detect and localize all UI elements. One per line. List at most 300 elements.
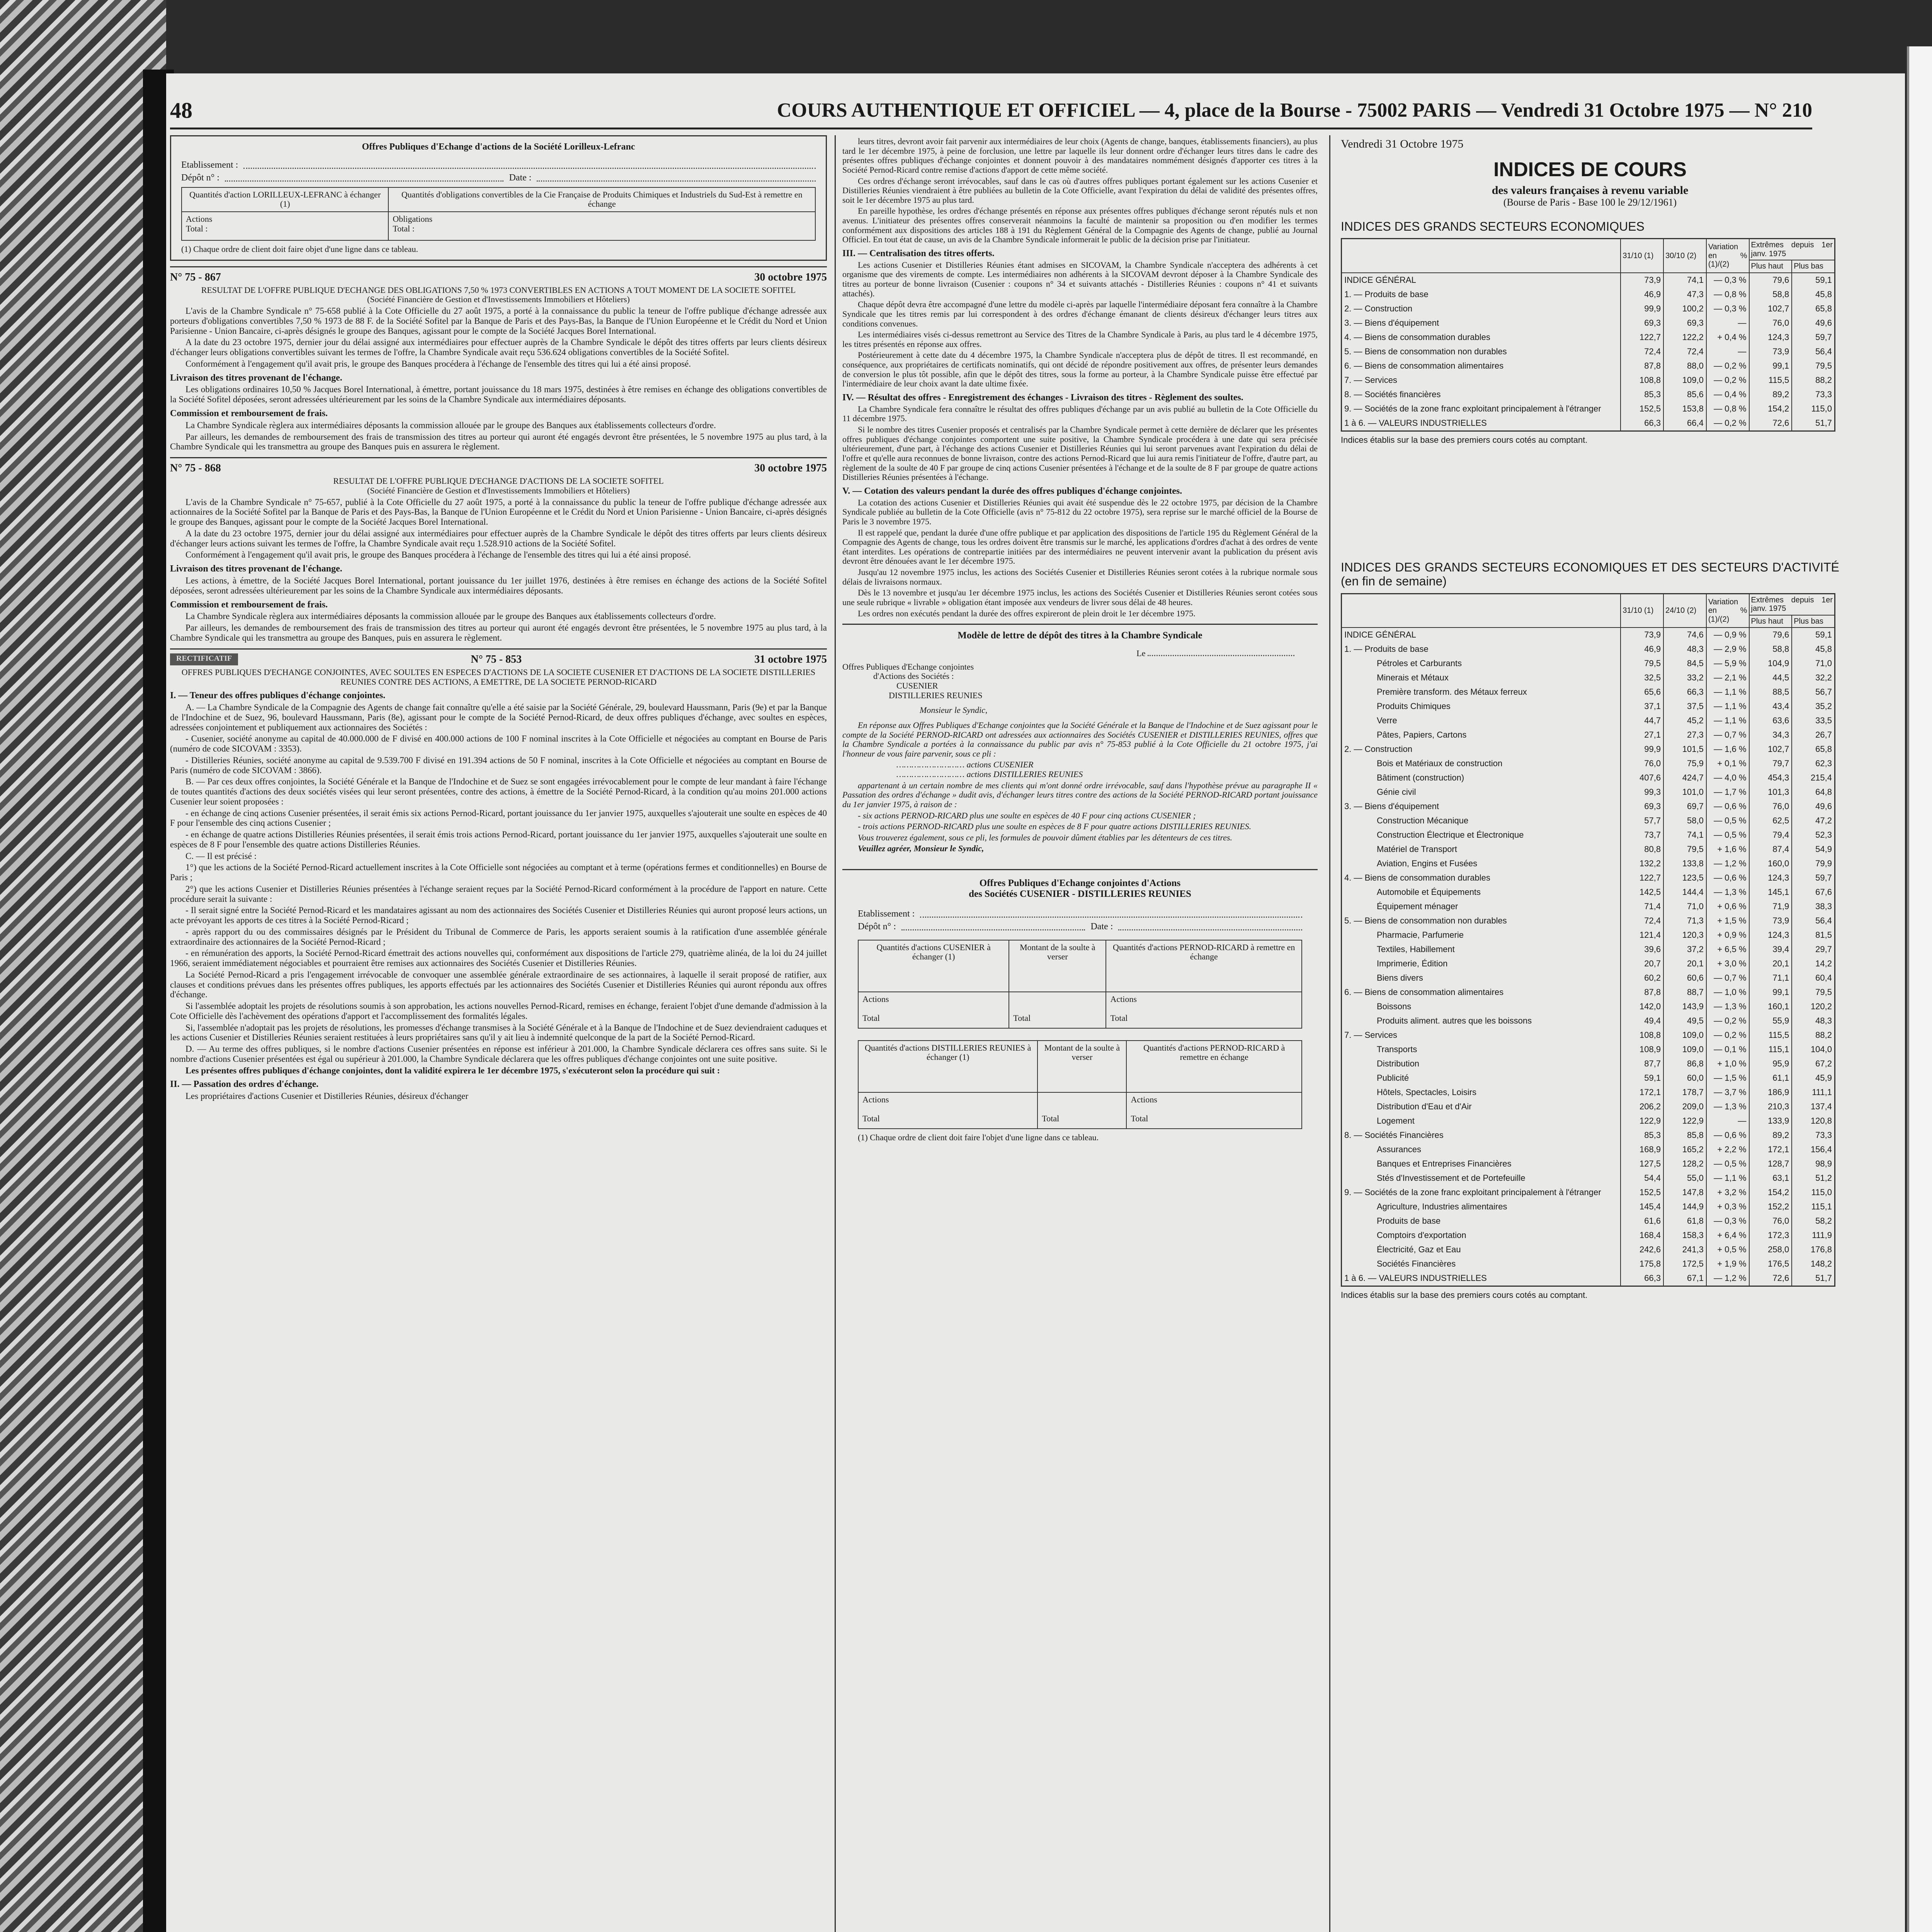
- subheading: III. — Centralisation des titres offerts.: [842, 248, 995, 259]
- variation: + 1,0 %: [1706, 1057, 1749, 1071]
- actions-label: Actions: [186, 214, 213, 224]
- letter-ref-2: d'Actions des Sociétés :: [873, 671, 954, 681]
- variation: + 0,1 %: [1706, 757, 1749, 771]
- row-label: Imprimerie, Édition: [1377, 959, 1448, 969]
- row-label: Biens divers: [1377, 973, 1423, 983]
- high: 79,7: [1749, 757, 1792, 771]
- value-previous: 37,5: [1663, 699, 1706, 714]
- table-row: [1342, 771, 1835, 785]
- col-head: Plus haut: [1749, 260, 1792, 272]
- variation: — 0,8 %: [1706, 287, 1749, 302]
- value-current: 168,4: [1621, 1228, 1663, 1243]
- variation: — 0,3 %: [1706, 302, 1749, 316]
- high: 88,5: [1749, 685, 1792, 699]
- high: 63,6: [1749, 714, 1792, 728]
- value-previous: 69,3: [1663, 316, 1706, 330]
- table-row: [1342, 273, 1835, 287]
- high: 44,5: [1749, 671, 1792, 685]
- col-head: Variation en % (1)/(2): [1706, 239, 1749, 273]
- low: 59,7: [1792, 871, 1835, 885]
- value-previous: 122,9: [1663, 1114, 1706, 1128]
- paragraph: D. — Au terme des offres publiques, si le nombre d'actions Cusenier présentées en réponse est inférieur à 201.000, la Chambre Syndicale déclarera ces offres sans suite. Si le nombre d'actions Cusenier présentées est égal ou supérieur à 201.000, la Chambre Syndicale déclarera que les offres publiques d'échange conjointes ont une suite positive.: [170, 1044, 827, 1064]
- low: 65,8: [1792, 302, 1835, 316]
- variation: — 0,2 %: [1706, 359, 1749, 373]
- row-label: 1. — Produits de base: [1344, 289, 1429, 299]
- avis-subheading: (Société Financière de Gestion et d'Investissements Immobiliers et Hôteliers): [367, 294, 630, 304]
- paragraph: - en échange de cinq actions Cusenier présentées, il serait émis six actions Pernod-Ricard, portant jouissance du 1er janvier 1975, auxquelles s'ajouterait une soulte en espèces de 40 F pour l'ensemble des cinq actions Cusenier ;: [170, 808, 827, 828]
- column-2: [842, 135, 1318, 1146]
- high: 160,0: [1749, 857, 1792, 871]
- high: 89,2: [1749, 1128, 1792, 1143]
- paragraph: La Chambre Syndicale règlera aux intermédiaires déposants la commission allouée par le groupe des Banques aux établissements collecteurs d'ordre.: [185, 611, 716, 621]
- high: 79,6: [1749, 273, 1792, 287]
- variation: — 0,7 %: [1706, 971, 1749, 985]
- value-current: 60,2: [1621, 971, 1663, 985]
- value-previous: 66,4: [1663, 416, 1706, 431]
- value-current: 87,8: [1621, 985, 1663, 1000]
- low: 79,9: [1792, 857, 1835, 871]
- low: 58,2: [1792, 1214, 1835, 1228]
- value-current: 32,5: [1621, 671, 1663, 685]
- high: 104,9: [1749, 656, 1792, 671]
- low: 115,0: [1792, 1185, 1835, 1200]
- form-note: (1) Chaque ordre de client doit faire l'objet d'une ligne dans ce tableau.: [858, 1132, 1099, 1142]
- value-previous: 128,2: [1663, 1157, 1706, 1171]
- avis-subheading: (Société Financière de Gestion et d'Investissements Immobiliers et Hôteliers): [367, 486, 630, 496]
- date-field[interactable]: [537, 173, 816, 182]
- form-title: Offres Publiques d'Echange conjointes d'Actions: [979, 878, 1181, 888]
- row-label: Minerais et Métaux: [1377, 673, 1449, 683]
- table-row: [1342, 857, 1835, 871]
- high: 87,4: [1749, 842, 1792, 857]
- row-label: Bâtiment (construction): [1377, 773, 1464, 783]
- low: 51,2: [1792, 1171, 1835, 1185]
- paragraph: A. — La Chambre Syndicale de la Compagnie des Agents de change fait connaître qu'elle a été saisie par la Société Générale, 29, boulevard Haussmann, Paris (9e) et par la Banque de l'Indochine et de Suez, 96, boulevard Haussmann, Paris (8e), agissant pour le compte de la Société Pernod-Ricard, de deux offres publiques d'échange, avec soultes en espèces, adressées conjointement et publiquement aux actionnaires des Sociétés :: [170, 702, 827, 732]
- table-row: [1342, 728, 1835, 742]
- low: 115,1: [1792, 1200, 1835, 1214]
- actions-label: Actions: [1110, 994, 1137, 1004]
- table-row: [1342, 985, 1835, 1000]
- table-row: [1342, 885, 1835, 900]
- date-label: Date :: [509, 172, 532, 183]
- high: 73,9: [1749, 345, 1792, 359]
- col-head: Extrêmes depuis 1er janv. 1975: [1749, 594, 1835, 615]
- high: 79,4: [1749, 828, 1792, 842]
- paragraph: Les présentes offres publiques d'échange conjointes, dont la validité expirera le 1er décembre 1975, s'exécuteront selon la procédure qui suit :: [185, 1065, 720, 1075]
- table-row: [1342, 302, 1835, 316]
- low: 29,7: [1792, 942, 1835, 957]
- low: 156,4: [1792, 1143, 1835, 1157]
- lorilleux-note: (1) Chaque ordre de client doit faire objet d'une ligne dans ce tableau.: [181, 244, 418, 254]
- paragraph: Par ailleurs, les demandes de remboursement des frais de transmission des titres au porteur qui auront été engagés devront être présentées, le 5 novembre 1975 au plus tard, à la Chambre Syndicale qui les transmettra au groupe des Banques puis en assurera le règlement.: [170, 432, 827, 452]
- subheading: Livraison des titres provenant de l'échange.: [170, 564, 342, 574]
- form-title: des Sociétés CUSENIER - DISTILLERIES REUNIES: [969, 889, 1191, 899]
- value-current: 76,0: [1621, 757, 1663, 771]
- value-previous: 71,3: [1663, 914, 1706, 928]
- value-previous: 58,0: [1663, 814, 1706, 828]
- value-previous: 45,2: [1663, 714, 1706, 728]
- variation: — 1,3 %: [1706, 885, 1749, 900]
- high: 454,3: [1749, 771, 1792, 785]
- value-previous: 20,1: [1663, 957, 1706, 971]
- letter-date-field[interactable]: [1148, 655, 1294, 656]
- letter-title: Modèle de lettre de dépôt des titres à la Chambre Syndicale: [957, 630, 1202, 641]
- value-current: 66,3: [1621, 416, 1663, 431]
- table-row: [1342, 871, 1835, 885]
- row-label: Sociétés Financières: [1377, 1259, 1456, 1269]
- row-label: 6. — Biens de consommation alimentaires: [1344, 361, 1504, 371]
- high: 186,9: [1749, 1085, 1792, 1100]
- low: 49,6: [1792, 316, 1835, 330]
- row-label: Distribution d'Eau et d'Air: [1377, 1102, 1472, 1112]
- table-row: [1342, 1243, 1835, 1257]
- high: 72,6: [1749, 1271, 1792, 1286]
- high: 124,3: [1749, 928, 1792, 942]
- table-row: [1342, 1185, 1835, 1200]
- actions-label: Actions: [862, 1094, 889, 1104]
- low: 33,5: [1792, 714, 1835, 728]
- value-previous: 122,2: [1663, 330, 1706, 345]
- variation: — 0,7 %: [1706, 728, 1749, 742]
- paragraph: A la date du 23 octobre 1975, dernier jour du délai assigné aux intermédiaires pour effectuer auprès de la Chambre Syndicale le dépôt des titres offerts par leurs clients désireux d'échanger leurs actions suivant les termes de l'offre, la Chambre Syndicale avait reçu 1.528.910 actions de la Société Sofitel.: [170, 528, 827, 548]
- low: 60,4: [1792, 971, 1835, 985]
- row-label: 8. — Sociétés financières: [1344, 389, 1441, 399]
- high: 76,0: [1749, 799, 1792, 814]
- masthead: COURS AUTHENTIQUE ET OFFICIEL — 4, place de la Bourse - 75002 PARIS — Vendredi 31 Octobre 1975 — N° 210: [777, 99, 1812, 121]
- value-current: 59,1: [1621, 1071, 1663, 1085]
- low: 35,2: [1792, 699, 1835, 714]
- variation: — 0,2 %: [1706, 416, 1749, 431]
- value-previous: 60,0: [1663, 1071, 1706, 1085]
- value-previous: 55,0: [1663, 1171, 1706, 1185]
- row-label: Électricité, Gaz et Eau: [1377, 1245, 1461, 1255]
- actions-label: Actions: [862, 994, 889, 1004]
- table-row: [1342, 1143, 1835, 1157]
- value-current: 407,6: [1621, 771, 1663, 785]
- variation: — 1,7 %: [1706, 785, 1749, 799]
- value-previous: 49,5: [1663, 1014, 1706, 1028]
- high: 89,2: [1749, 388, 1792, 402]
- high: 210,3: [1749, 1100, 1792, 1114]
- low: 51,7: [1792, 1271, 1835, 1286]
- value-current: 20,7: [1621, 957, 1663, 971]
- etablissement-field[interactable]: [920, 909, 1302, 918]
- row-label: Comptoirs d'exportation: [1377, 1230, 1466, 1240]
- paragraph: La Chambre Syndicale fera connaître le résultat des offres publiques d'échange par un avis publié au bulletin de la Cote Officielle du 11 décembre 1975.: [842, 404, 1318, 423]
- table-row: [1342, 842, 1835, 857]
- high: 115,5: [1749, 373, 1792, 388]
- total-label: Total :: [186, 223, 208, 233]
- variation: — 0,2 %: [1706, 373, 1749, 388]
- table-row: [1342, 345, 1835, 359]
- value-previous: 85,6: [1663, 388, 1706, 402]
- high: 101,3: [1749, 785, 1792, 799]
- variation: — 0,3 %: [1706, 1214, 1749, 1228]
- table-row: [1342, 1028, 1835, 1043]
- col-head: 31/10 (1): [1621, 239, 1663, 273]
- page-header: [170, 93, 1812, 129]
- paragraph: B. — Par ces deux offres conjointes, la Société Générale et la Banque de l'Indochine et de Suez se sont engagées irrévocablement pour le compte de leur mandant à faire l'échange de toutes quantités d'actions des deux sociétés visées qui leur seront présentées, contre des actions, à émettre de la Société Pernod-Ricard, à la condition qu'au moins 201.000 actions Cusenier leur soient proposées :: [170, 777, 827, 806]
- value-current: 172,1: [1621, 1085, 1663, 1100]
- variation: — 1,3 %: [1706, 1100, 1749, 1114]
- row-label: Pétroles et Carburants: [1377, 658, 1462, 668]
- row-label: Textiles, Habillement: [1377, 944, 1455, 954]
- low: 47,2: [1792, 814, 1835, 828]
- value-previous: 109,0: [1663, 373, 1706, 388]
- col-head: 24/10 (2): [1663, 594, 1706, 628]
- variation: — 0,6 %: [1706, 799, 1749, 814]
- row-label: 1. — Produits de base: [1344, 644, 1429, 654]
- low: 79,5: [1792, 359, 1835, 373]
- value-previous: 109,0: [1663, 1043, 1706, 1057]
- letter-le: Le: [1136, 648, 1146, 658]
- value-previous: 60,6: [1663, 971, 1706, 985]
- variation: + 2,2 %: [1706, 1143, 1749, 1157]
- value-current: 122,7: [1621, 330, 1663, 345]
- value-previous: 165,2: [1663, 1143, 1706, 1157]
- distilleries-table: [858, 1040, 1302, 1129]
- high: 71,1: [1749, 971, 1792, 985]
- variation: — 0,4 %: [1706, 388, 1749, 402]
- value-current: 152,5: [1621, 1185, 1663, 1200]
- value-current: 37,1: [1621, 699, 1663, 714]
- paragraph: Si le nombre des titres Cusenier proposés et centralisés par la Chambre Syndicale permet à cette dernière de déclarer que les présentes offres publiques d'échange conjointes comportent une suite positive, la Chambre Syndicale procédera à une date qui sera précisée ultérieurement, d'une part, à l'échange des actions Cusenier et Distilleries Réunies qui lui seront parvenues avant l'expiration du délai de l'offre et qu'elle aura reconnues de bonne livraison, contre des actions Pernod-Ricard que lui aura remis l'initiateur de l'offre, d'autre part, au règlement de la soulte de 40 F par groupe de cinq actions Cusenier présentées à l'échange et de la soulte de 8 F par groupe de quatre actions Distilleries Réunies présentées à l'échange.: [842, 425, 1318, 482]
- table-row: [1342, 1014, 1835, 1028]
- value-previous: 123,5: [1663, 871, 1706, 885]
- paragraph: A la date du 23 octobre 1975, dernier jour du délai assigné aux intermédiaires pour effectuer auprès de la Chambre Syndicale le dépôt des titres offerts par leurs clients désireux d'échanger leurs obligations convertibles suivant les termes de l'offre, la Chambre Syndicale avait reçu 536.624 obligations convertibles de la Société Sofitel.: [170, 337, 827, 357]
- table-2-title: INDICES DES GRANDS SECTEURS ECONOMIQUES ET DES SECTEURS D'ACTIVITÉ (en fin de semaine): [1341, 560, 1839, 588]
- table-row: [1342, 1171, 1835, 1185]
- value-current: 206,2: [1621, 1100, 1663, 1114]
- row-label: Bois et Matériaux de construction: [1377, 759, 1503, 769]
- low: 73,3: [1792, 1128, 1835, 1143]
- low: 88,2: [1792, 1028, 1835, 1043]
- value-current: 46,9: [1621, 287, 1663, 302]
- low: 64,8: [1792, 785, 1835, 799]
- depot-field[interactable]: [225, 173, 504, 182]
- row-label: Pâtes, Papiers, Cartons: [1377, 730, 1467, 740]
- value-previous: 101,0: [1663, 785, 1706, 799]
- variation: + 0,4 %: [1706, 330, 1749, 345]
- variation: + 6,4 %: [1706, 1228, 1749, 1243]
- table-row: [1342, 914, 1835, 928]
- value-previous: 120,3: [1663, 928, 1706, 942]
- low: 56,4: [1792, 345, 1835, 359]
- value-current: 142,5: [1621, 885, 1663, 900]
- variation: + 3,2 %: [1706, 1185, 1749, 1200]
- paragraph: Jusqu'au 12 novembre 1975 inclus, les actions des Sociétés Cusenier et Distilleries Réunies seront cotées à la rubrique normale sous délais de livraisons normaux.: [842, 567, 1318, 587]
- row-label: Matériel de Transport: [1377, 844, 1457, 854]
- table-row: [1342, 388, 1835, 402]
- table-row: [1342, 828, 1835, 842]
- high: 128,7: [1749, 1157, 1792, 1171]
- variation: — 2,9 %: [1706, 642, 1749, 656]
- indices-table-1: [1341, 238, 1835, 431]
- table-row: [1342, 1257, 1835, 1271]
- table-row: [1342, 628, 1835, 642]
- paragraph: Les propriétaires d'actions Cusenier et Distilleries Réunies, désireux d'échanger: [185, 1091, 468, 1101]
- row-label: 3. — Biens d'équipement: [1344, 801, 1439, 811]
- variation: + 0,9 %: [1706, 928, 1749, 942]
- avis-date: 30 octobre 1975: [754, 271, 827, 283]
- row-label: Verre: [1377, 716, 1397, 726]
- paragraph: Ces ordres d'échange seront irrévocables, sauf dans le cas où d'autres offres publiques portant également sur les actions Cusenier et Distilleries Réunies viendraient à être publiées au bulletin de la Cote Officielle, avant l'expiration du délai de validité des présentes offres, soit le 1er décembre 1975 au plus tard.: [842, 176, 1318, 205]
- low: 81,5: [1792, 928, 1835, 942]
- table-row: [1342, 685, 1835, 699]
- low: 71,0: [1792, 656, 1835, 671]
- low: 49,6: [1792, 799, 1835, 814]
- cusenier-form: [842, 874, 1318, 1146]
- table-row: [1342, 928, 1835, 942]
- low: 111,1: [1792, 1085, 1835, 1100]
- variation: — 0,6 %: [1706, 1128, 1749, 1143]
- variation: — 1,1 %: [1706, 685, 1749, 699]
- low: 111,9: [1792, 1228, 1835, 1243]
- variation: — 0,1 %: [1706, 1043, 1749, 1057]
- table-row: [1342, 957, 1835, 971]
- table-row: [1342, 1114, 1835, 1128]
- table-row: [1342, 416, 1835, 431]
- table-row: [1342, 671, 1835, 685]
- letter-closing: Veuillez agréer, Monsieur le Syndic,: [858, 844, 984, 854]
- col-head: Plus bas: [1792, 615, 1835, 628]
- etablissement-field[interactable]: [243, 160, 816, 169]
- high: 34,3: [1749, 728, 1792, 742]
- paragraph: Conformément à l'engagement qu'il avait pris, le groupe des Banques procédera à l'échange de l'ensemble des titres qui lui a été ainsi proposé.: [185, 359, 691, 369]
- obligations-label: Obligations: [393, 214, 433, 224]
- variation: — 0,5 %: [1706, 814, 1749, 828]
- row-label: Produits aliment. autres que les boissons: [1377, 1016, 1532, 1026]
- table-row: [1342, 287, 1835, 302]
- low: 56,4: [1792, 914, 1835, 928]
- value-previous: 72,4: [1663, 345, 1706, 359]
- low: 88,2: [1792, 373, 1835, 388]
- row-label: 3. — Biens d'équipement: [1344, 318, 1439, 328]
- high: 76,0: [1749, 1214, 1792, 1228]
- paragraph: - en échange de quatre actions Distilleries Réunies présentées, il serait émis trois actions Pernod-Ricard, portant jouissance du 1er janvier 1975, auxquelles s'ajouterait une soulte en espèces de 8 F pour l'ensemble des quatre actions Distilleries Réunies.: [170, 830, 827, 849]
- table-row: [1342, 402, 1835, 416]
- variation: + 1,9 %: [1706, 1257, 1749, 1271]
- variation: —: [1706, 316, 1749, 330]
- col-head: Variation en % (1)/(2): [1706, 594, 1749, 628]
- paragraph: Si l'assemblée adoptait les projets de résolutions soumis à son approbation, les actions nouvelles Pernod-Ricard, remises en échange, feraient l'objet d'une demande d'admission à la Cote Officielle dès l'achèvement des opérations d'apport et l'accomplissement des formalités légales.: [170, 1001, 827, 1021]
- high: 72,6: [1749, 416, 1792, 431]
- variation: + 3,0 %: [1706, 957, 1749, 971]
- table-row: [1342, 656, 1835, 671]
- table-row: [1342, 1157, 1835, 1171]
- depot-field[interactable]: [901, 922, 1085, 930]
- table-row: [1342, 699, 1835, 714]
- letter-ref-3: CUSENIER: [896, 681, 938, 690]
- value-current: 73,9: [1621, 628, 1663, 642]
- value-previous: 47,3: [1663, 287, 1706, 302]
- value-current: 27,1: [1621, 728, 1663, 742]
- row-label: Hôtels, Spectacles, Loisirs: [1377, 1087, 1476, 1097]
- paragraph: Les obligations ordinaires 10,50 % Jacques Borel International, à émettre, portant jouissance du 18 mars 1975, destinées à être remises en échange des obligations convertibles de la Société Sofitel déposées, seront adressées ultérieurement par les soins de la Chambre Syndicale aux intermédiaires déposants.: [170, 384, 827, 405]
- avis-heading: RESULTAT DE L'OFFRE PUBLIQUE D'ECHANGE D'ACTIONS DE LA SOCIETE SOFITEL: [333, 476, 664, 486]
- table-row: [1342, 742, 1835, 757]
- table-row: [1342, 1085, 1835, 1100]
- etablissement-label: Etablissement :: [181, 160, 238, 170]
- row-label: 9. — Sociétés de la zone franc exploitant principalement à l'étranger: [1344, 403, 1601, 413]
- table-2-note: Indices établis sur la base des premiers cours cotés au comptant.: [1341, 1290, 1588, 1300]
- date-field[interactable]: [1118, 922, 1302, 930]
- high: 58,8: [1749, 287, 1792, 302]
- high: 152,2: [1749, 1200, 1792, 1214]
- paragraph: En pareille hypothèse, les ordres d'échange présentés en réponse aux présentes offres publiques d'échange seront réputés nuls et non avenus. L'initiateur des présentes offres conserverait néanmoins la faculté de maintenir sa proposition ou d'en modifier les termes conformément aux dispositions des articles 188 à 191 du Règlement Général de la Compagnie des Agents de change, publié au Journal Officiel. En tout état de cause, un avis de la Chambre Syndicale informerait le public de la décision prise par l'initiateur.: [842, 206, 1318, 245]
- letter-model: Modèle de lettre de dépôt des titres à la Chambre Syndicale Le Offres Publiques d'Echange conjointes d'Actions des Sociétés : CUSENIER DISTILLERIES REUNIES Monsieur le Syndic, En réponse aux Offres Publiques d'Echange conjointes que la Société Générale et la Banque de l'Indochine et de Suez agissant pour le compte de la Société PERNOD-RICARD ont adressées aux actionnaires des Sociétés CUSENIER et DISTILLERIES REUNIES, offres que la Chambre Syndicale a portées à la connaissance du public par avis n° 75-853 publié à la Cote Officielle du 21 octobre 1975, j'ai l'honneur de vous faire parvenir, sous ce pli : ……………………… actions CUSENIER ……………………… actions DISTILLERIES REUNIES appartenant à un certain nombre de mes clients qui m'ont donné ordre irrévocable, sauf dans l'hypothèse prévue au paragraphe II « Passation des ordres d'échange » dudit avis, d'échanger leurs titres contre des actions de la Société PERNOD-RICARD portant jouissance du 1er janvier 1975, à raison de : - six actions PERNOD-RICARD plus une soulte en espèces de 40 F pour cinq actions CUSENIER ; - trois actions PERNOD-RICARD plus une soulte en espèces de 8 F pour quatre actions DISTILLERIES REUNIES. Vous trouverez également, sous ce pli, les formules de pouvoir dûment établies par les détenteurs de ces titres. Veuillez agréer, Monsieur le Syndic,: [842, 630, 1318, 854]
- value-previous: 74,6: [1663, 628, 1706, 642]
- value-current: 87,7: [1621, 1057, 1663, 1071]
- table-row: [1342, 1214, 1835, 1228]
- table-row: [1342, 900, 1835, 914]
- book-binding: [0, 0, 166, 1932]
- high: 154,2: [1749, 1185, 1792, 1200]
- table-1-note: Indices établis sur la base des premiers cours cotés au comptant.: [1341, 435, 1588, 445]
- subheading: IV. — Résultat des offres - Enregistrement des échanges - Livraison des titres - Règlement des soultes.: [842, 392, 1243, 403]
- low: 52,3: [1792, 828, 1835, 842]
- row-label: Assurances: [1377, 1145, 1421, 1155]
- total-label: Total: [1042, 1114, 1060, 1123]
- low: 56,7: [1792, 685, 1835, 699]
- variation: — 2,1 %: [1706, 671, 1749, 685]
- total-label: Total :: [393, 223, 415, 233]
- table-row: [1342, 316, 1835, 330]
- variation: — 3,7 %: [1706, 1085, 1749, 1100]
- value-previous: 75,9: [1663, 757, 1706, 771]
- table-row: [1342, 330, 1835, 345]
- paragraph: Conformément à l'engagement qu'il avait pris, le groupe des Banques procédera à l'échange de l'ensemble des titres qui lui a été ainsi proposé.: [185, 550, 691, 560]
- high: 176,5: [1749, 1257, 1792, 1271]
- avis-number: N° 75 - 867: [170, 271, 221, 283]
- row-label: 1 à 6. — VALEURS INDUSTRIELLES: [1344, 418, 1487, 428]
- row-label: Transports: [1377, 1044, 1417, 1054]
- paragraph: Les actions, à émettre, de la Société Jacques Borel International, portant jouissance du 1er juillet 1976, destinées à être remises en échange des actions de la Société Sofitel déposées, seront adressées ultérieurement par les soins de la Chambre Syndicale aux intermédiaires déposants.: [170, 576, 827, 595]
- variation: — 1,2 %: [1706, 857, 1749, 871]
- col-head: Plus haut: [1749, 615, 1792, 628]
- value-current: 99,3: [1621, 785, 1663, 799]
- value-current: 66,3: [1621, 1271, 1663, 1286]
- high: 63,1: [1749, 1171, 1792, 1185]
- value-previous: 79,5: [1663, 842, 1706, 857]
- cusenier-table: [858, 940, 1302, 1029]
- paragraph: Si, l'assemblée n'adoptait pas les projets de résolutions, les promesses d'échange transmises à la Société Générale et à la Banque de l'Indochine et de Suez deviendraient caduques et les actions Cusenier et Distilleries Réunies seraient restituées à leurs propriétaires sans qu'il y ait lieu à indemnité quelconque de la part de la Société Pernod-Ricard.: [170, 1022, 827, 1043]
- value-current: 145,4: [1621, 1200, 1663, 1214]
- variation: — 0,9 %: [1706, 628, 1749, 642]
- low: 62,3: [1792, 757, 1835, 771]
- value-previous: 172,5: [1663, 1257, 1706, 1271]
- value-current: 242,6: [1621, 1243, 1663, 1257]
- variation: + 1,5 %: [1706, 914, 1749, 928]
- high: 172,3: [1749, 1228, 1792, 1243]
- low: 120,8: [1792, 1114, 1835, 1128]
- column-rule: [1329, 135, 1330, 1932]
- high: 133,9: [1749, 1114, 1792, 1128]
- paragraph: Chaque dépôt devra être accompagné d'une lettre du modèle ci-après par laquelle l'intermédiaire déposant fera connaître à la Chambre Syndicale que les titres remis par lui correspondent à des ordres d'échange émanant de clients désireux d'échanger leurs titres aux conditions convenues.: [842, 299, 1318, 328]
- value-current: 85,3: [1621, 1128, 1663, 1143]
- letter-line: actions CUSENIER: [966, 760, 1034, 770]
- table-row: [1342, 1043, 1835, 1057]
- high: 71,9: [1749, 900, 1792, 914]
- variation: — 0,3 %: [1706, 273, 1749, 287]
- letter-body: - six actions PERNOD-RICARD plus une soulte en espèces de 40 F pour cinq actions CUSENIER ;: [858, 810, 1196, 820]
- variation: — 1,3 %: [1706, 1000, 1749, 1014]
- column-rule: [835, 135, 836, 1932]
- total-label: Total: [862, 1114, 880, 1123]
- low: 67,2: [1792, 1057, 1835, 1071]
- indices-table-2: [1341, 593, 1835, 1287]
- paragraph: C. — Il est précisé :: [185, 851, 257, 861]
